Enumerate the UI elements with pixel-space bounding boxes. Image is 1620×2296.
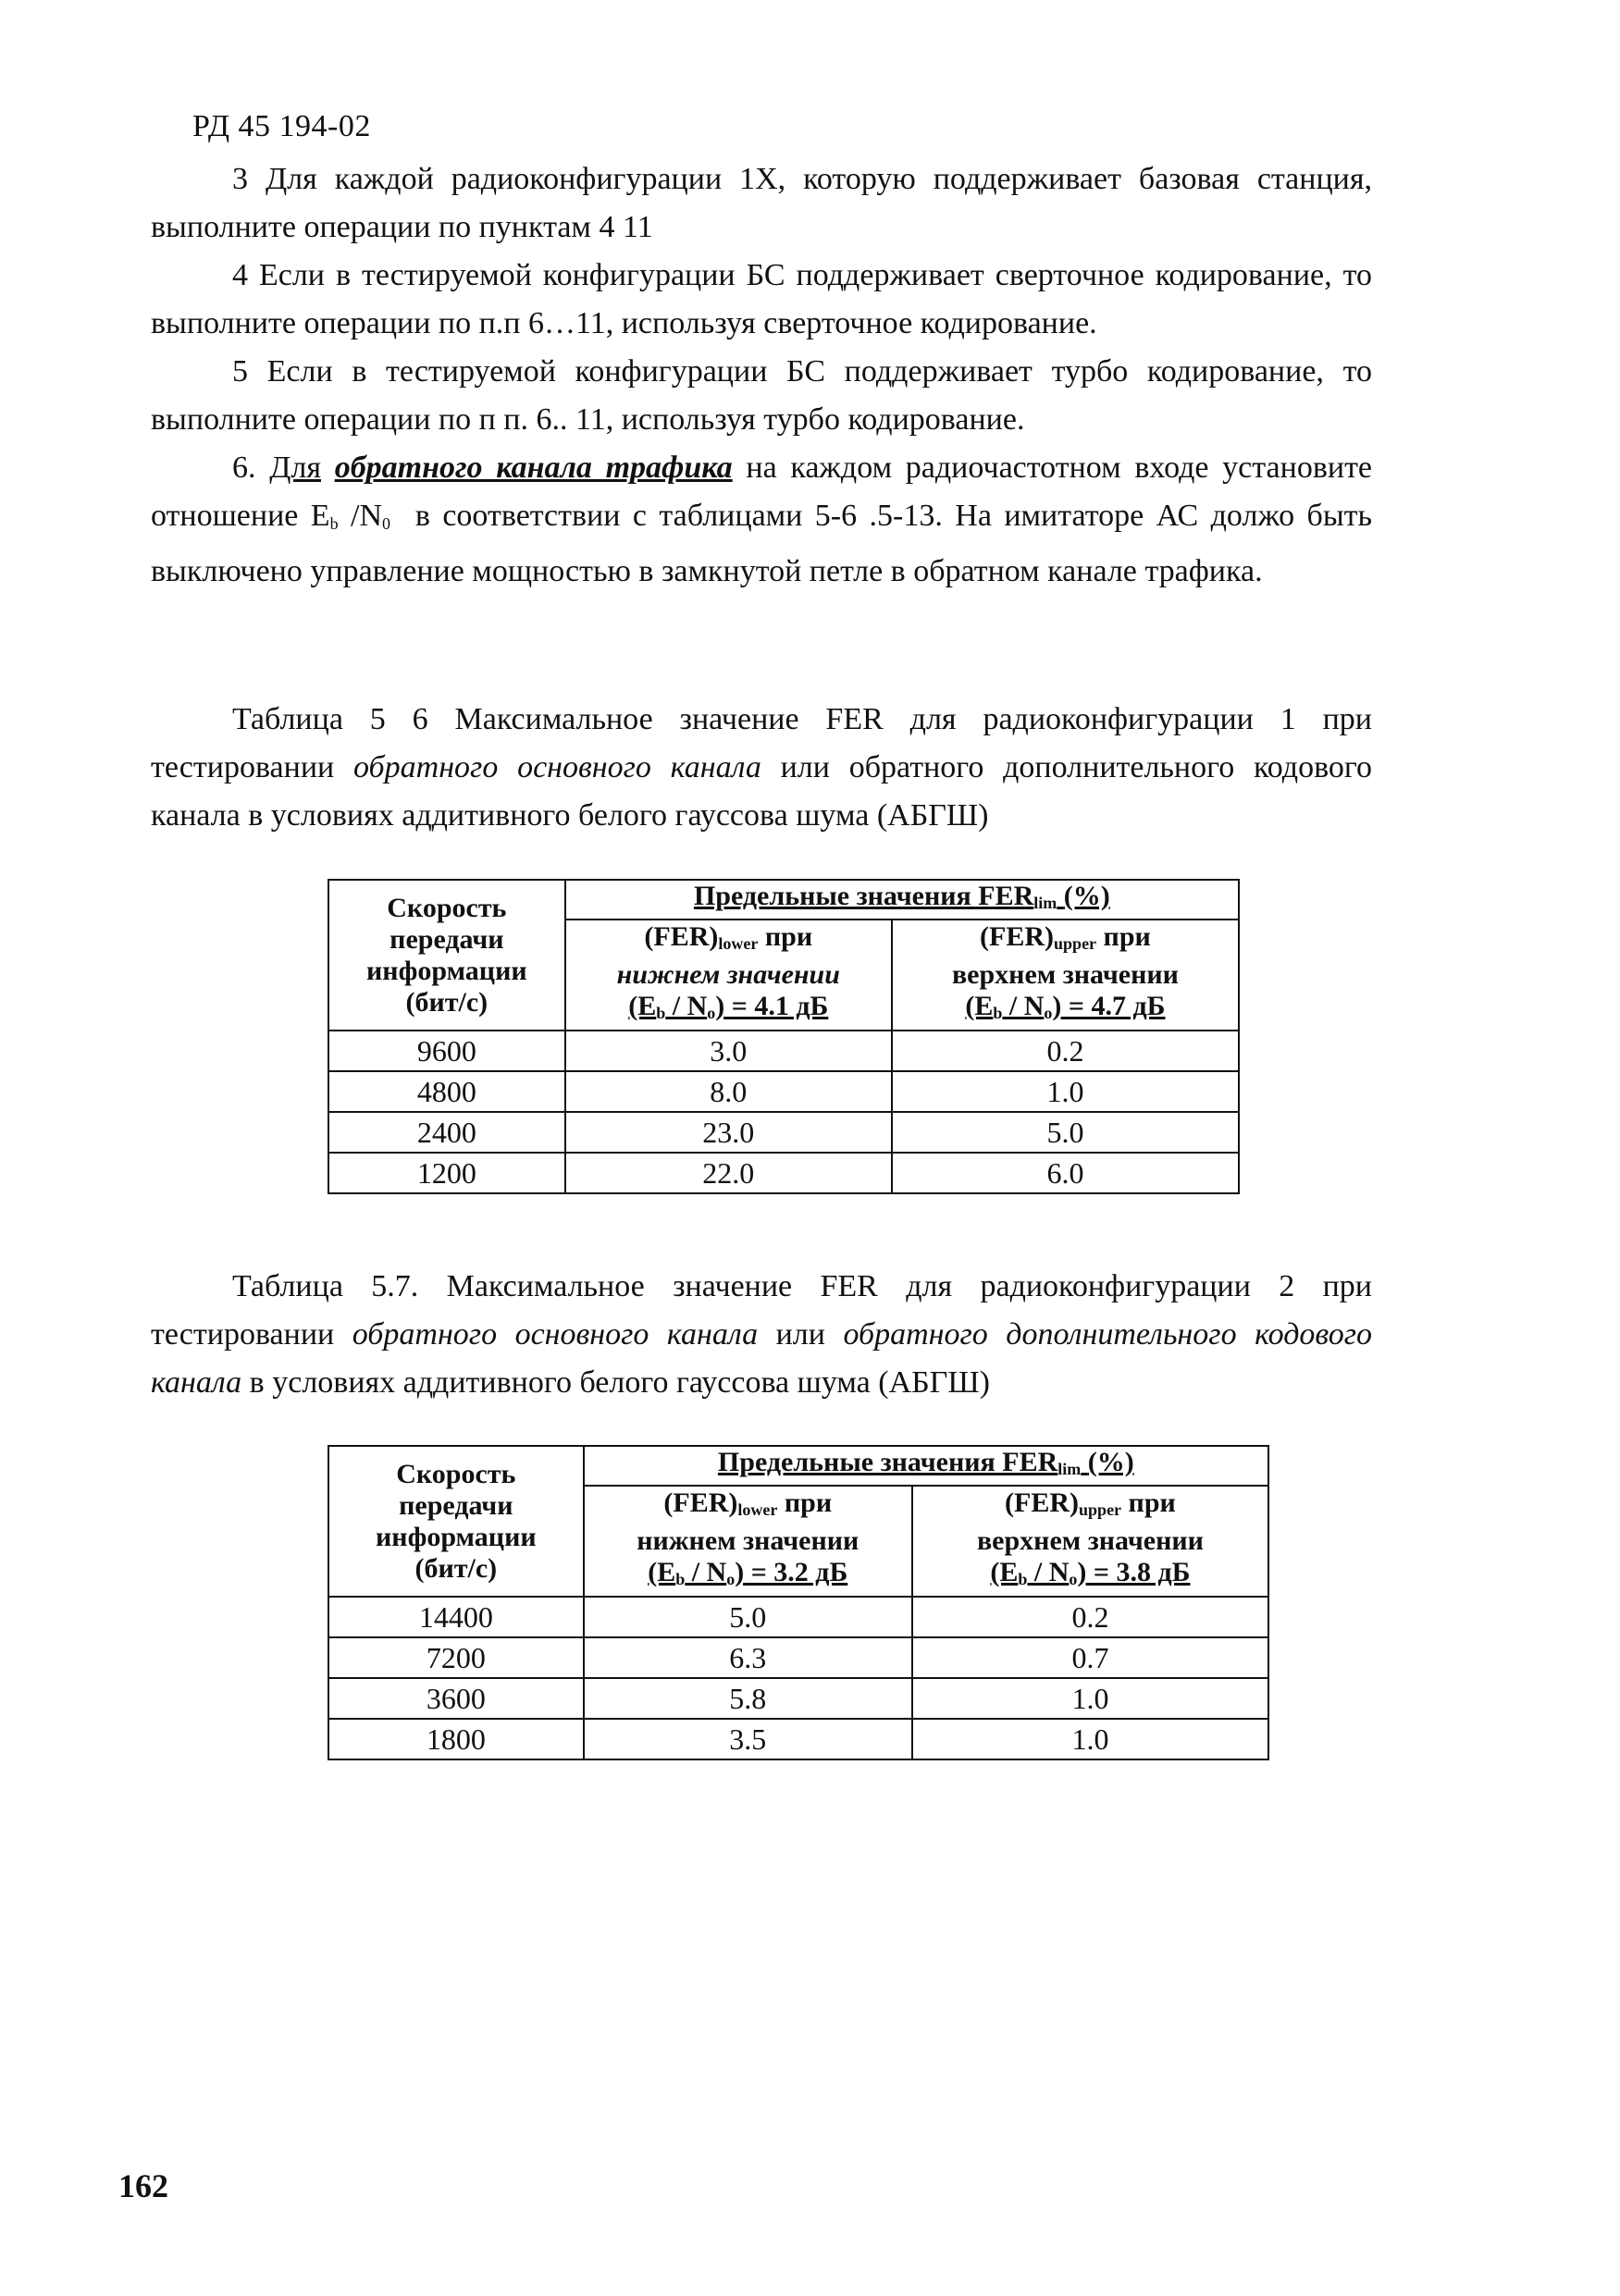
paragraph-6-emphasis: обратного канала трафика xyxy=(334,451,733,485)
header-limits: Предельные значения $FER_{lim}$ (%) xyxy=(565,880,1239,920)
document-code: РД 45 194-02 xyxy=(192,109,371,143)
paragraph-6-text: на каждом радиочастотном входе установите отношение E xyxy=(151,451,1373,533)
paragraph-5: 5 Если в тестируемой конфигурации БС поддерживает турбо кодирование, то выполните операции по п п. 6.. 11, используя турбо кодирование. xyxy=(151,354,1372,437)
body-text xyxy=(151,155,1372,596)
table-row: 4800 8.0 1.0 xyxy=(328,1071,1239,1112)
paragraph-6-number: 6. xyxy=(232,451,256,485)
table-row: 3600 5.8 1.0 xyxy=(328,1678,1268,1719)
paragraph-6: 6. Для обратного канала трафика на каждом радиочастотном входе установите отношение $E_b$ $/N_0$ в соответствии с таблицами 5-6 .5-13. На имитаторе АС должо быть выключено управление мощностью в замкнутой петле в обратном канале трафика. xyxy=(151,451,1373,588)
header-upper: $(FER)_{upper}$ при верхнем значении $(E_b / N_o) = 4.7$ дБ xyxy=(892,920,1239,1031)
paragraph-3: 3 Для каждой радиоконфигурации 1X, которую поддерживает базовая станция, выполните операции по пунктам 4 11 xyxy=(151,162,1372,244)
header-lower: $(FER)_{lower}$ при нижнем значении $(E_b / N_o) = 3.2$ дБ xyxy=(584,1486,912,1597)
paragraph-6-prefix: Для xyxy=(269,451,321,485)
header-rate: Скорость передачи информации (бит/с) xyxy=(328,880,565,1031)
paragraph-4: 4 Если в тестируемой конфигурации БС поддерживает сверточное кодирование, то выполните операции по п.п 6…11, используя сверточное кодирование. xyxy=(151,258,1372,340)
header-lower: $(FER)_{lower}$ при нижнем значении $(E_b / N_o) = 4.1$ дБ xyxy=(565,920,892,1031)
header-limits: Предельные значения $FER_{lim}$ (%) xyxy=(584,1446,1268,1486)
table-row: 2400 23.0 5.0 xyxy=(328,1112,1239,1153)
table-5-6 xyxy=(328,879,1240,1194)
header-upper: $(FER)_{upper}$ при верхнем значении $(E_b / N_o) = 3.8$ дБ xyxy=(912,1486,1268,1597)
table-row: 1200 22.0 6.0 xyxy=(328,1153,1239,1193)
table-5-6-caption: Таблица 5 6 Максимальное значение FER для радиоконфигурации 1 при тестировании обратного основного канала или обратного дополнительного кодового канала в условиях аддитивного белого гауссова шума (АБГШ) xyxy=(151,702,1373,833)
paragraph-6-tail: в соответствии с таблицами 5-6 .5-13. На имитаторе АС должо быть выключено управление мощностью в замкнутой петле в обратном канале трафика. xyxy=(151,499,1373,588)
table-row: 9600 3.0 0.2 xyxy=(328,1031,1239,1071)
table-5-7 xyxy=(328,1445,1269,1760)
table-row: 14400 5.0 0.2 xyxy=(328,1597,1268,1637)
page-number: 162 xyxy=(118,2167,168,2204)
table-row: 1800 3.5 1.0 xyxy=(328,1719,1268,1759)
header-rate: Скорость передачи информации (бит/с) xyxy=(328,1446,584,1597)
table-row: 7200 6.3 0.7 xyxy=(328,1637,1268,1678)
table-5-7-caption: Таблица 5.7. Максимальное значение FER для радиоконфигурации 2 при тестировании обратного основного канала или обратного дополнительного кодового канала в условиях аддитивного белого гауссова шума (АБГШ) xyxy=(151,1269,1372,1400)
